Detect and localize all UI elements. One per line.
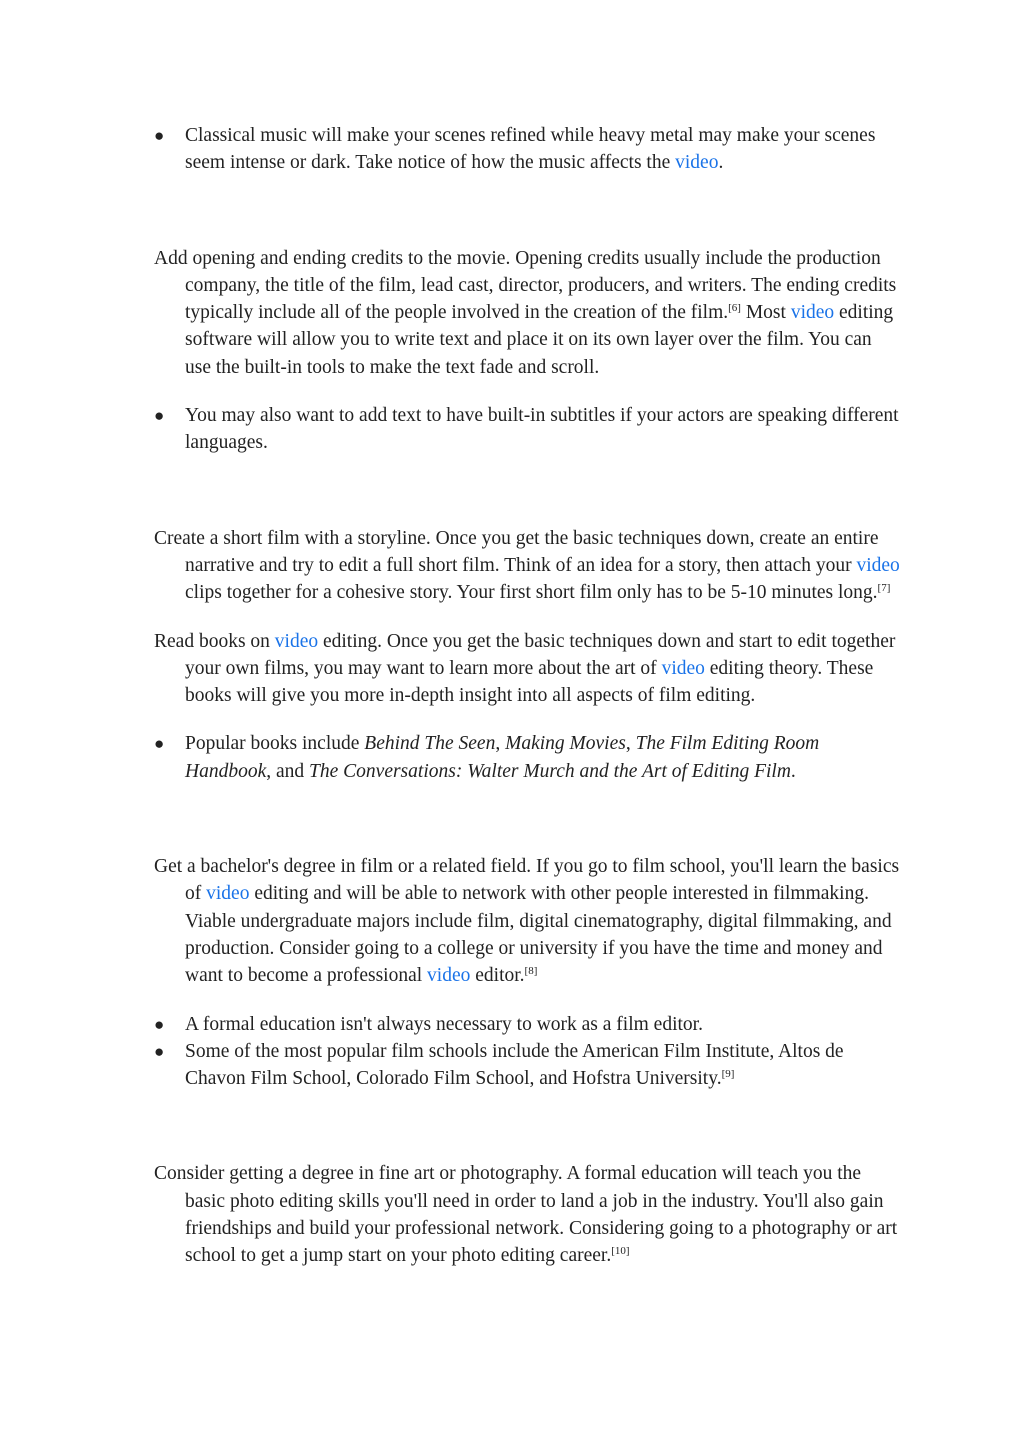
book-title: Making Movies (505, 733, 626, 755)
video-link[interactable]: video (675, 152, 719, 174)
bullet-icon: ● (154, 1041, 165, 1061)
citation-6[interactable]: [6] (728, 302, 741, 315)
bullet-list-books (154, 730, 902, 785)
video-link[interactable]: video (661, 657, 705, 679)
video-link[interactable]: video (427, 965, 471, 987)
book-title: The Conversations: Walter Murch and the Art of Editing Film (309, 760, 791, 782)
bullet-icon: ● (154, 734, 165, 754)
paragraph-short-film: Create a short film with a storyline. Once you get the basic techniques down, create an entire narrative and try to edit a full short film. Think of an idea for a story, then attach your video clips together for a cohesive story. Your first short film only has to be 5-10 minutes long.[7] (154, 527, 900, 604)
bullet-icon: ● (154, 126, 165, 145)
list-item-subtitles: ● You may also want to add text to have built-in subtitles if your actors are speaking different languages. (154, 402, 902, 457)
paragraph-read-books: Read books on video editing. Once you get the basic techniques down and start to edit together your own films, you may want to learn more about the art of video editing theory. These books will give you more in-depth insight into all aspects of film editing. (154, 630, 896, 707)
video-link[interactable]: video (206, 883, 250, 905)
document-page (154, 122, 902, 1270)
citation-8[interactable]: [8] (524, 965, 538, 978)
book-title: Behind The Seen (364, 733, 496, 755)
bullet-icon: ● (154, 406, 165, 426)
citation-9[interactable]: [9] (721, 1068, 735, 1081)
video-link[interactable]: video (274, 630, 319, 652)
list-item-film-schools: ● Some of the most popular film schools include the American Film Institute, Altos de Chavon Film School, Colorado Film School, and Hofstra University.[9] (154, 1038, 902, 1093)
video-link[interactable]: video (790, 302, 835, 324)
list-item-popular-books: ● Popular books include Behind The Seen, Making Movies, The Film Editing Room Handbook, and The Conversations: Walter Murch and the Art of Editing Film. (154, 730, 902, 785)
book-title: The Film Editing Room Handbook (185, 733, 820, 782)
video-link[interactable]: video (856, 554, 900, 576)
list-item-classical-music: ● Classical music will make your scenes refined while heavy metal may make your scenes seem intense or dark. Take notice of how the music affects the video. (154, 122, 902, 177)
bullet-list-subtitles (154, 402, 902, 457)
bullet-list-music (154, 122, 902, 177)
citation-10[interactable]: [10] (611, 1245, 630, 1258)
citation-7[interactable]: [7] (877, 582, 891, 595)
bullet-icon: ● (154, 1014, 165, 1034)
list-item-formal-education: ● A formal education isn't always necessary to work as a film editor. (154, 1011, 902, 1038)
bullet-list-education (154, 1011, 902, 1093)
paragraph-bachelors-degree: Get a bachelor's degree in film or a related field. If you go to film school, you'll learn the basics of video editing and will be able to network with other people interested in filmmaking. Viable undergraduate majors include film, digital cinematography, digital filmmaking, and production. Consider going to a college or university if you have the time and money and want to become a professional video editor.[8] (154, 856, 900, 987)
paragraph-fine-art-degree: Consider getting a degree in fine art or photography. A formal education will teach you the basic photo editing skills you'll need in order to land a job in the industry. You'll also gain friendships and build your professional network. Considering going to a photography or art school to get a jump start on your photo editing career.[10] (154, 1163, 898, 1267)
paragraph-credits: Add opening and ending credits to the movie. Opening credits usually include the production company, the title of the film, lead cast, director, producers, and writers. The ending credits typically include all of the people involved in the creation of the film.[6] Most video editing software will allow you to write text and place it on its own layer over the film. You can use the built-in tools to make the text fade and scroll. (154, 247, 897, 378)
